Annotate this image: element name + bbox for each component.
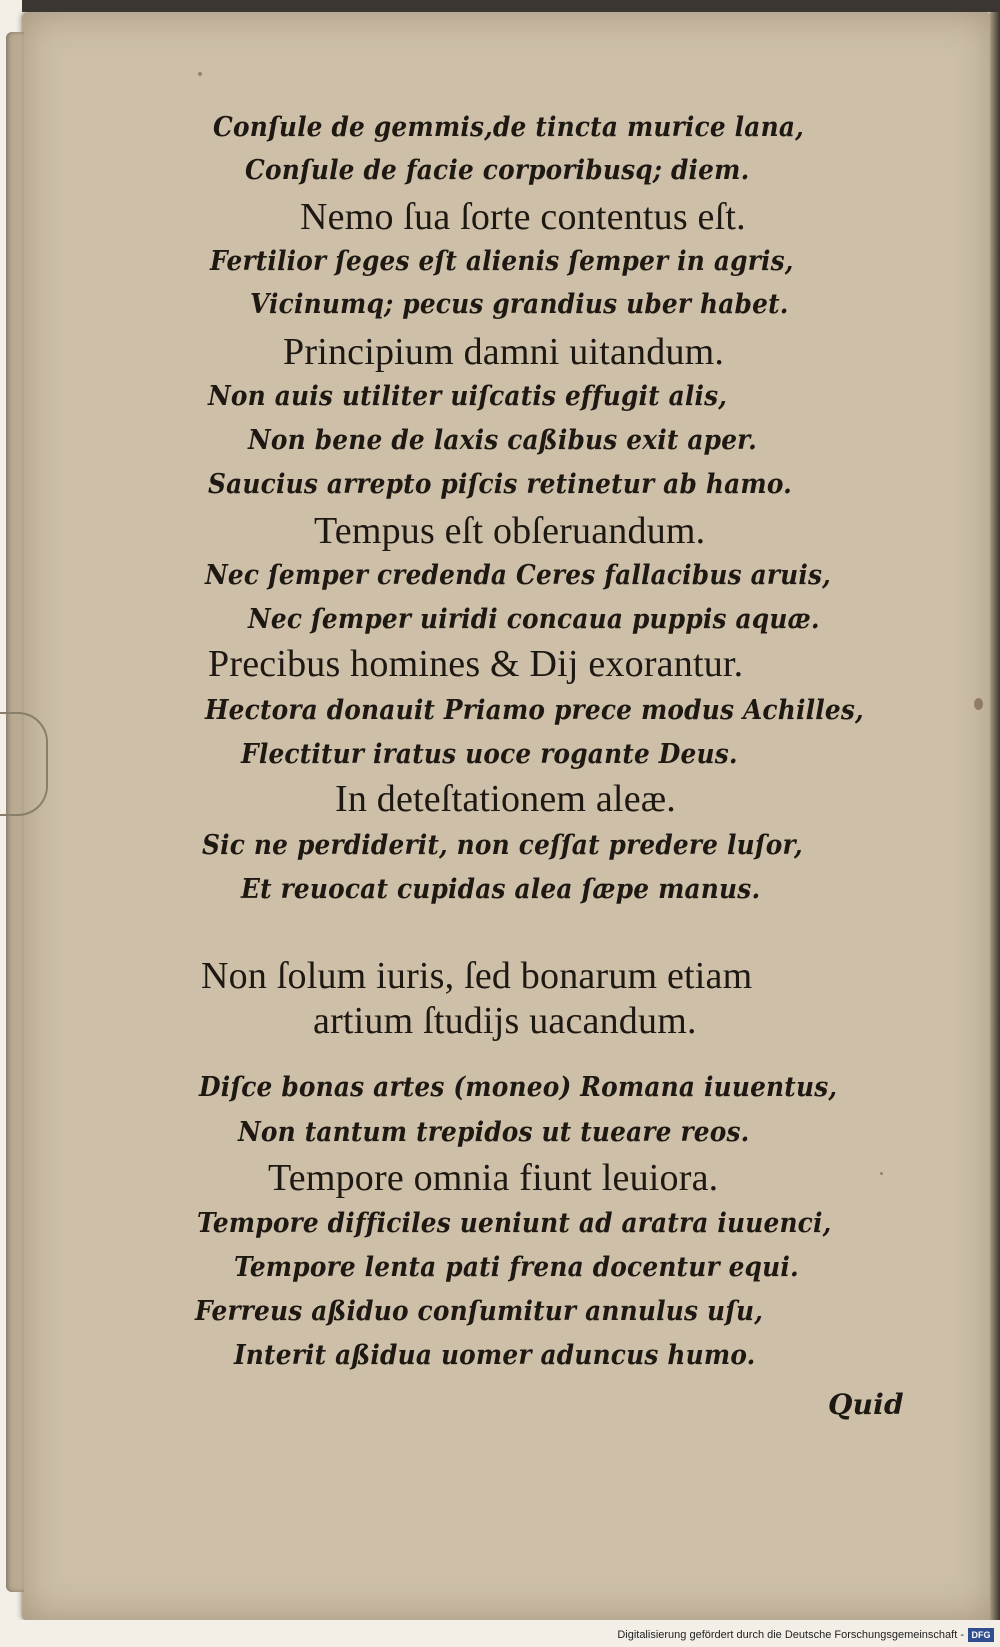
section-heading: In deteſtationem aleæ. [335,778,677,820]
verse-line: Interit aßidua uomer aduncus humo. [234,1340,756,1371]
verse-line: Non auis utiliter uiſcatis effugit alis, [208,381,728,412]
verse-line: Diſce bonas artes (moneo) Romana iuuentus, [199,1072,838,1103]
verse-line: Et reuocat cupidas alea ſæpe manus. [241,874,761,905]
book-page [22,12,994,1620]
section-heading: Nemo ſua ſorte contentus eſt. [300,196,746,238]
dfg-logo: DFG [968,1628,994,1642]
section-heading: Tempore omnia fiunt leuiora. [268,1157,719,1199]
text-block [22,12,994,1620]
section-heading: artium ſtudijs uacandum. [313,1000,697,1042]
verse-line: Saucius arrepto piſcis retinetur ab hamo. [208,469,792,500]
section-heading: Non ſolum iuris, ſed bonarum etiam [201,955,753,997]
verse-line: Conſule de gemmis,de tincta murice lana, [213,112,804,143]
verse-line: Non bene de laxis caßibus exit aper. [248,425,758,456]
section-heading: Precibus homines & Dij exorantur. [208,643,744,685]
verse-line: Tempore difficiles ueniunt ad aratra iuuenci, [197,1208,832,1239]
verse-line: Non tantum trepidos ut tueare reos. [238,1117,750,1148]
top-edge [22,0,1000,12]
footer-credit: Digitalisierung gefördert durch die Deutsche Forschungsgemeinschaft - [617,1629,964,1641]
verse-line: Nec ſemper uiridi concaua puppis aquæ. [248,604,820,635]
catchword: Quid [828,1388,904,1421]
verse-line: Nec ſemper credenda Ceres fallacibus aruis, [205,560,832,591]
verse-line: Ferreus aßiduo conſumitur annulus uſu, [195,1296,764,1327]
verse-line: Vicinumq; pecus grandius uber habet. [250,289,789,320]
verse-line: Flectitur iratus uoce rogante Deus. [241,739,738,770]
digitization-footer [0,1620,1000,1647]
verse-line: Conſule de facie corporibusq; diem. [245,155,750,186]
verse-line: Tempore lenta pati frena docentur equi. [234,1252,799,1283]
verse-line: Fertilior ſeges eſt alienis ſemper in agris, [210,246,794,277]
verse-line: Sic ne perdiderit, non ceſſat predere luſor, [202,830,803,861]
verse-line: Hectora donauit Priamo prece modus Achilles, [205,695,864,726]
section-heading: Tempus eſt obſeruandum. [314,510,706,552]
section-heading: Principium damni uitandum. [283,331,725,373]
